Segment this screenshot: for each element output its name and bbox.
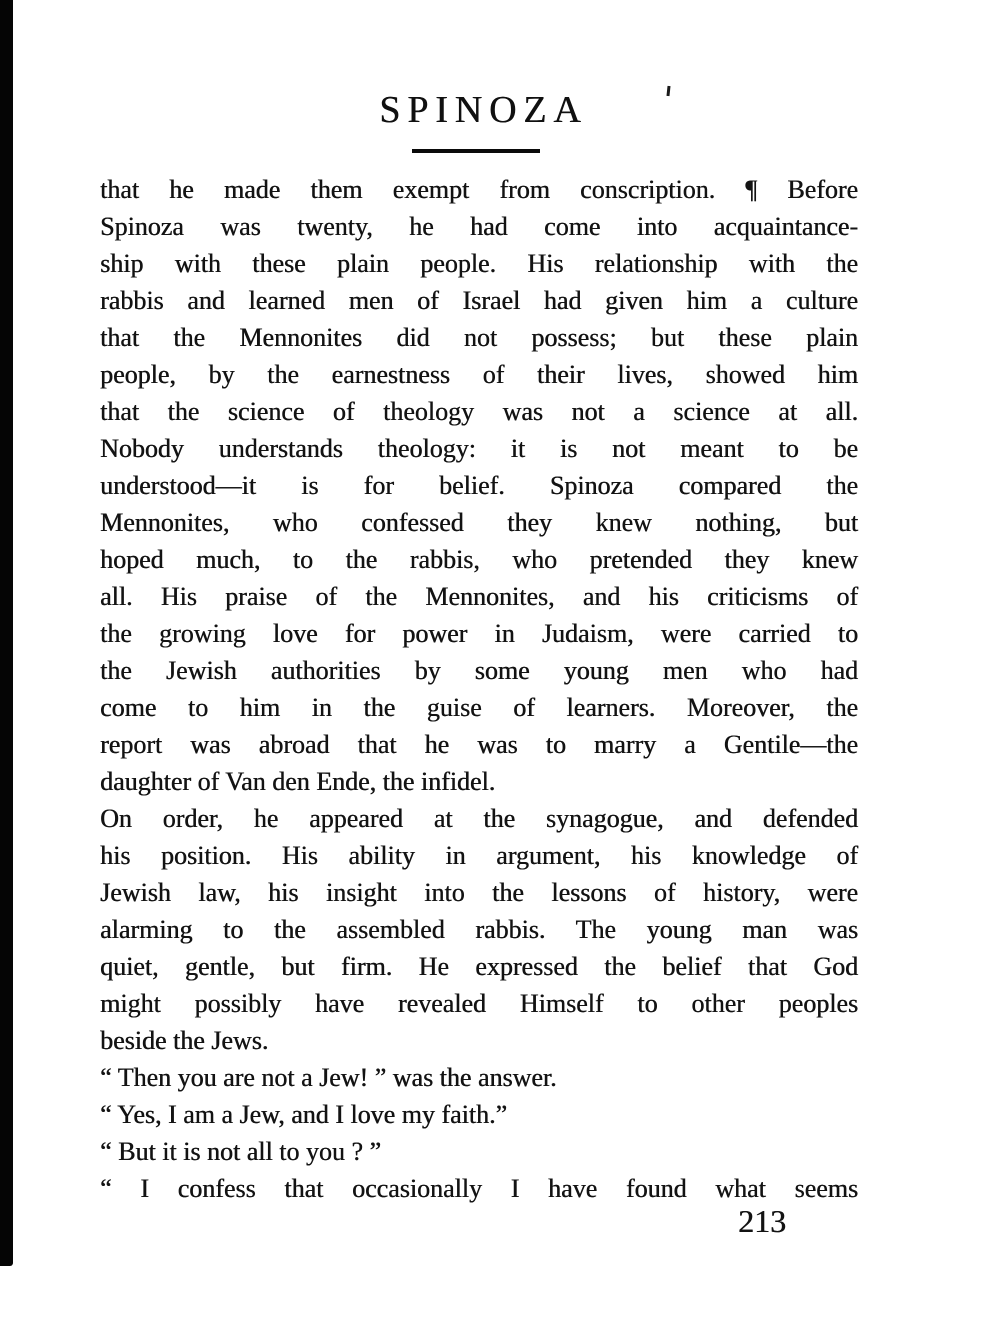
title-divider-rule	[412, 149, 540, 153]
text-line: beside the Jews.	[100, 1026, 269, 1055]
page-number: 213	[738, 1203, 786, 1239]
text-line: On order, he appeared at the synagogue, and defended	[100, 804, 858, 833]
text-line: all. His praise of the Mennonites, and his criticisms of	[100, 582, 858, 611]
scan-gutter-bar	[0, 0, 13, 1266]
text-line: come to him in the guise of learners. Moreover, the	[100, 693, 858, 722]
text-line: Mennonites, who confessed they knew nothing, but	[100, 508, 858, 537]
text-line: rabbis and learned men of Israel had given him a culture	[100, 286, 858, 315]
text-line: people, by the earnestness of their lives, showed him	[100, 360, 858, 389]
text-line: alarming to the assembled rabbis. The young man was	[100, 915, 858, 944]
text-line: the growing love for power in Judaism, were carried to	[100, 619, 858, 648]
text-line: quiet, gentle, but firm. He expressed the belief that God	[100, 952, 858, 981]
text-line: the Jewish authorities by some young men who had	[100, 656, 858, 685]
text-line: that he made them exempt from conscription. ¶ Before	[100, 175, 858, 204]
text-line: might possibly have revealed Himself to other peoples	[100, 989, 858, 1018]
text-line: Nobody understands theology: it is not meant to be	[100, 434, 858, 463]
page-title: SPINOZA	[379, 89, 588, 131]
text-line: that the Mennonites did not possess; but these plain	[100, 323, 858, 352]
text-line: hoped much, to the rabbis, who pretended they knew	[100, 545, 858, 574]
text-line: “ Yes, I am a Jew, and I love my faith.”	[100, 1100, 507, 1129]
text-line: Spinoza was twenty, he had come into acquaintance-	[100, 212, 858, 241]
text-line: understood—it is for belief. Spinoza compared the	[100, 471, 858, 500]
text-line: daughter of Van den Ende, the infidel.	[100, 767, 496, 796]
text-line: report was abroad that he was to marry a Gentile—the	[100, 730, 858, 759]
text-line: “ But it is not all to you ? ”	[100, 1137, 381, 1166]
text-line: that the science of theology was not a science at all.	[100, 397, 858, 426]
text-line: ship with these plain people. His relationship with the	[100, 249, 858, 278]
text-line: Jewish law, his insight into the lessons of history, were	[100, 878, 858, 907]
text-line: “ I confess that occasionally I have found what seems	[100, 1174, 858, 1203]
body-text	[100, 171, 858, 1207]
text-line: “ Then you are not a Jew! ” was the answer.	[100, 1063, 557, 1092]
text-line: his position. His ability in argument, his knowledge of	[100, 841, 858, 870]
